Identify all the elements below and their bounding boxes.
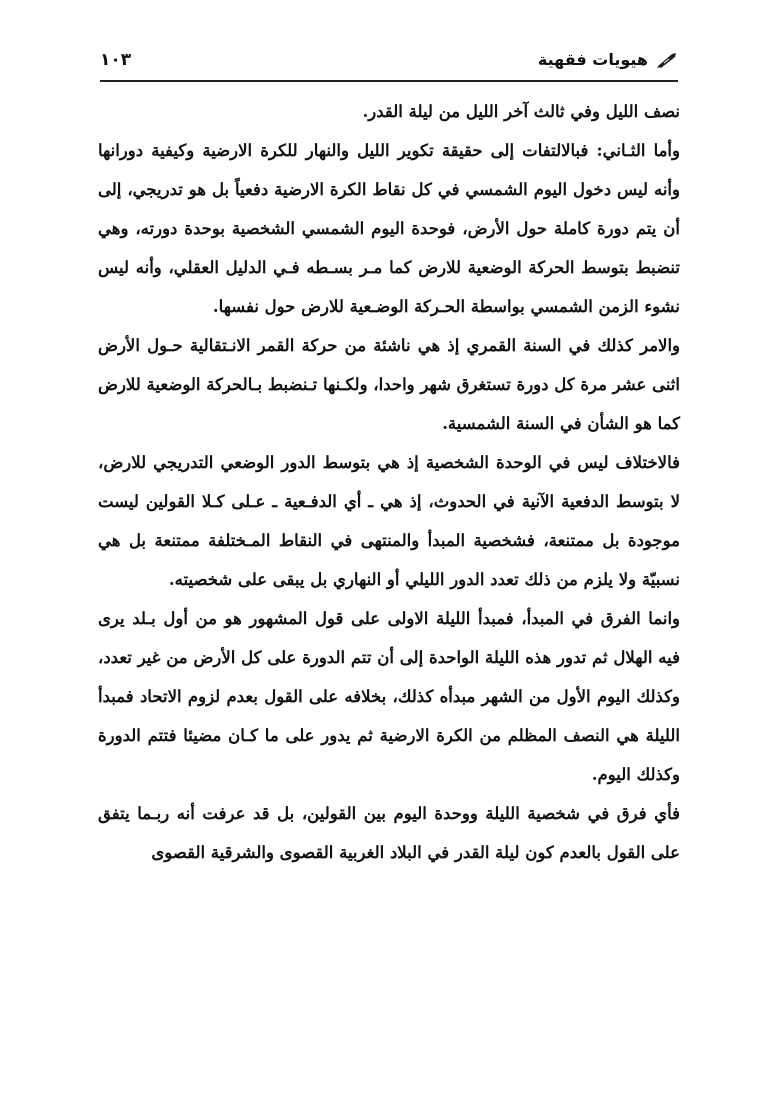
paragraph-6: فأي فرق في شخصية الليلة ووحدة اليوم بين القولين، بل قد عرفت أنه ربـما يتفق على القول بالعدم كون ليلة القدر في البلاد الغربية القصوى والشرقية القصوى [98, 804, 680, 862]
paragraph-1: نصف الليل وفي ثالث آخر الليل من ليلة القدر. [362, 102, 680, 121]
paragraph-2: وأما الثـاني: فبالالتفات إلى حقيقة تكوير الليل والنهار للكرة الارضية وكيفية دورانها وأنه ليس دخول اليوم الشمسي في كل نقاط الكرة الارضية دفعياً بل هو تدريجي، إلى أن يتم دورة كاملة حول الأرض، فوحدة اليوم الشمسي الشخصية بوحدة دورته، وهي تنضبط بتوسط الحركة الوضعية للارض كما مـر بسـطه فـي الدليل العقلي، وأنه ليس نشوء الزمن الشمسي بواسطة الحـركة الوضـعية للارض حول نفسها. [98, 141, 680, 316]
page-number: ١٠٣ [100, 50, 132, 70]
header-divider [100, 80, 678, 82]
running-title [538, 50, 678, 69]
header-title: هيويات فقهية [537, 50, 648, 69]
body-text [98, 92, 680, 872]
paragraph-5: وانما الفرق في المبدأ، فمبدأ الليلة الاولى على قول المشهور هو من أول بـلد يرى فيه الهلال ثم تدور هذه الليلة الواحدة إلى أن تتم الدورة على كل الأرض من غير تعدد، وكذلك اليوم الأول من الشهر مبدأه كذلك، بخلافه على القول بعدم لزوم الاتحاد فمبدأ الليلة هي النصف المظلم من الكرة الارضية ثم يدور على ما كـان مضيئا فتتم الدورة وكذلك اليوم. [98, 609, 680, 784]
paragraph-4: فالاختلاف ليس في الوحدة الشخصية إذ هي بتوسط الدور الوضعي التدريجي للارض، لا بتوسط الدفعية الآنية في الحدوث، إذ هي ـ أي الدفـعية ـ عـلى كـلا القولين ليست موجودة بل ممتنعة، فشخصية المبدأ والمنتهى في النقاط المـختلفة ممتنعة بل هي نسبيّة ولا يلزم من ذلك تعدد الدور الليلي أو النهاري بل يبقى على شخصيته. [98, 453, 680, 589]
pen-icon [656, 51, 678, 69]
page-header [100, 44, 678, 80]
paragraph-3: والامر كذلك في السنة القمري إذ هي ناشئة من حركة القمر الانـتقالية حـول الأرض اثنى عشر مرة كل دورة تستغرق شهر واحدا، ولكـنها تـنضبط بـالحركة الوضعية للارض كما هو الشأن في السنة الشمسية. [98, 336, 680, 433]
